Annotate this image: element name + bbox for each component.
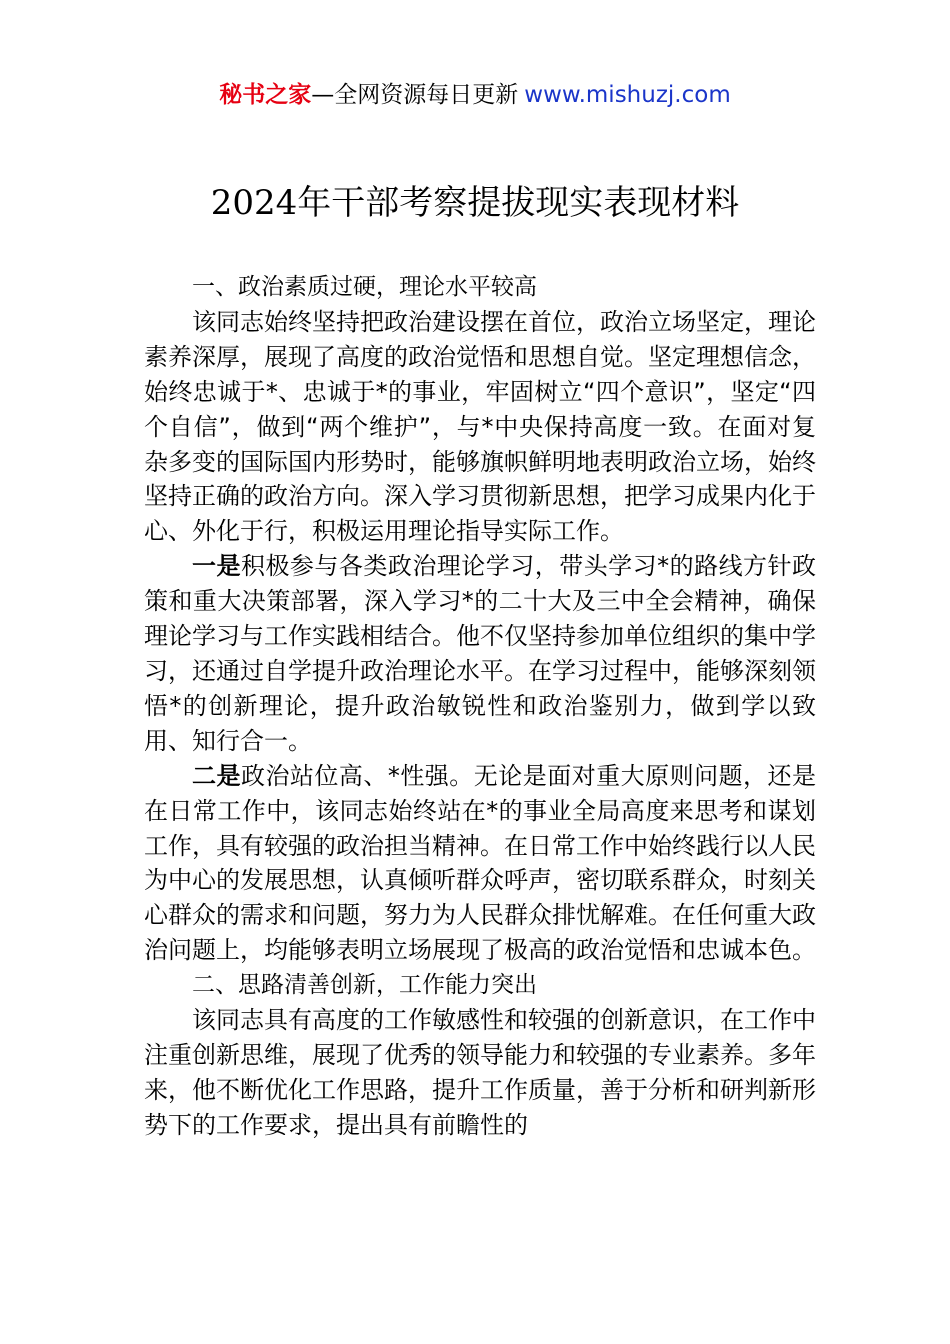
document-title: 2024年干部考察提拔现实表现材料	[210, 183, 740, 223]
point-lead-2: 二是	[192, 761, 241, 790]
site-name: 秘书之家	[219, 82, 312, 108]
point-text-2: 政治站位高、*性强。无论是面对重大原则问题，还是在日常工作中，该同志始终站在*的事业全局高度来思考和谋划工作，具有较强的政治担当精神。在日常工作中始终践行以人民为中心的发展思想，认真倾听群众呼声，密切联系群众，时刻关心群众的需求和问题，努力为人民群众排忧解难。在任何重大政治问题上，均能够表明立场展现了极高的政治觉悟和忠诚本色。	[144, 761, 817, 965]
section-paragraph-2: 该同志具有高度的工作敏感性和较强的创新意识，在工作中注重创新思维，展现了优秀的领导能力和较强的专业素养。多年来，他不断优化工作思路，提升工作质量，善于分析和研判新形势下的工作要求，提出具有前瞻性的	[144, 1006, 816, 1139]
point-text-1: 积极参与各类政治理论学习，带头学习*的路线方针政策和重大决策部署，深入学习*的二十大及三中全会精神，确保理论学习与工作实践相结合。他不仅坚持参加单位组织的集中学习，还通过自学提升政治理论水平。在学习过程中，能够深刻领悟*的创新理论，提升政治敏锐性和政治鉴别力，做到学以致用、知行合一。	[144, 552, 817, 755]
section-heading-2: 二、思路清善创新，工作能力突出	[192, 972, 537, 999]
site-header	[0, 80, 950, 110]
point-lead-1: 一是	[192, 552, 241, 581]
point-paragraph-1	[144, 549, 816, 758]
section-paragraph-1: 该同志始终坚持把政治建设摆在首位，政治立场坚定，理论素养深厚，展现了高度的政治觉悟和思想自觉。坚定理想信念，始终忠诚于*、忠诚于*的事业，牢固树立“四个意识”，坚定“四个自信”，做到“两个维护”，与*中央保持高度一致。在面对复杂多变的国际国内形势时，能够旗帜鲜明地表明政治立场，始终坚持正确的政治方向。深入学习贯彻新思想，把学习成果内化于心、外化于行，积极运用理论指导实际工作。	[144, 307, 816, 546]
site-tagline: —全网资源每日更新	[311, 82, 519, 108]
point-paragraph-2	[144, 759, 816, 968]
section-heading-1: 一、政治素质过硬，理论水平较高	[192, 274, 537, 300]
site-url-link[interactable]: www.mishuzj.com	[524, 82, 731, 108]
document-body	[144, 270, 816, 1143]
